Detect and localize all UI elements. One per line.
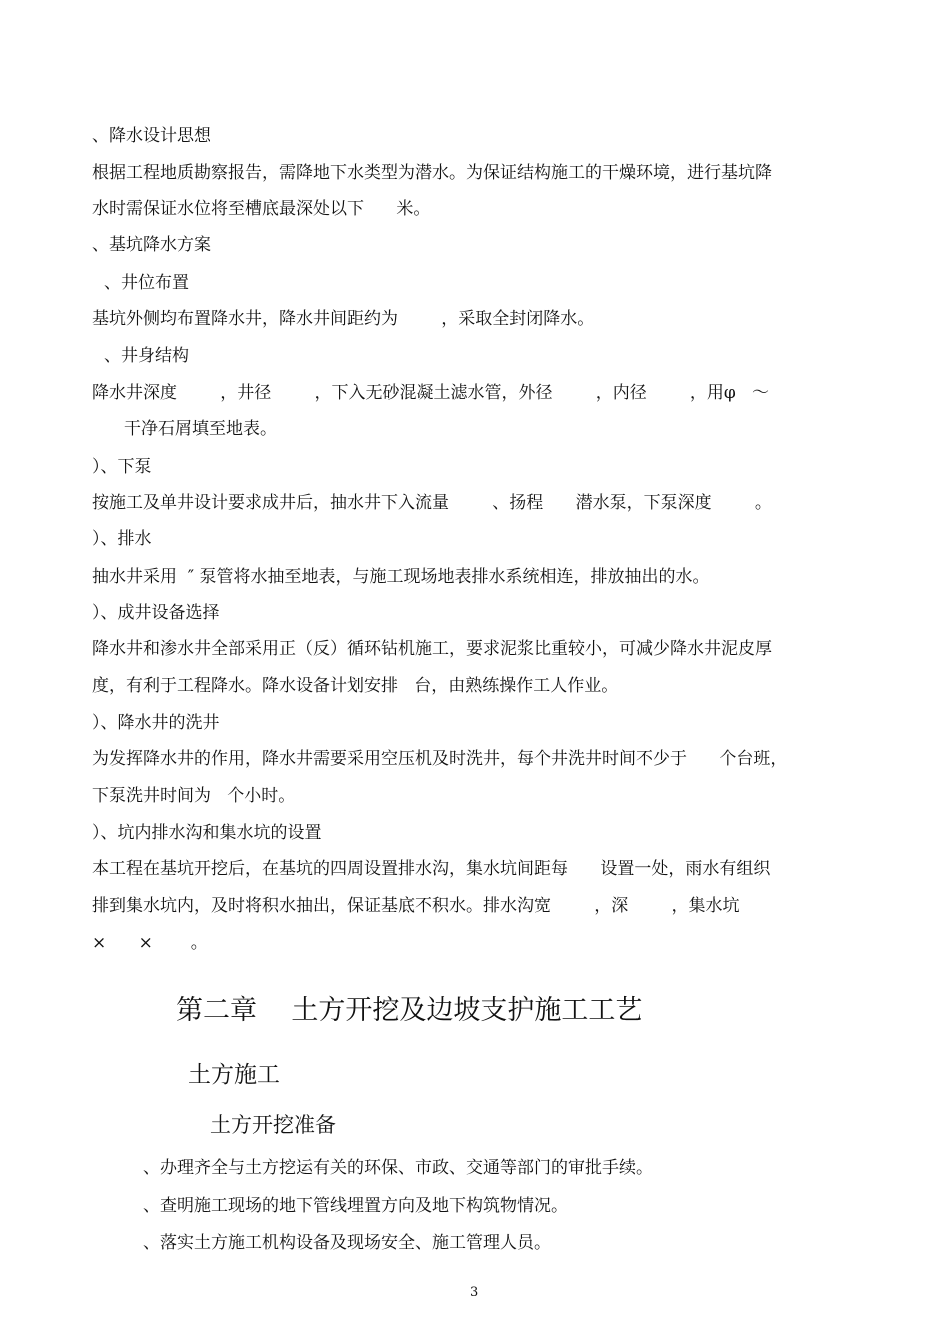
paragraph-line: 根据工程地质勘察报告，需降地下水类型为潜水。为保证结构施工的干燥环境，进行基坑降 bbox=[92, 163, 772, 183]
paragraph-line: 水时需保证水位将至槽底最深处以下 米。 bbox=[92, 199, 431, 219]
paragraph-line: 基坑外侧均布置降水井，降水井间距约为 ，采取全封闭降水。 bbox=[92, 309, 595, 329]
list-item: 、落实土方施工机构设备及现场安全、施工管理人员。 bbox=[143, 1233, 551, 1253]
section-heading: ）、降水井的洗井 bbox=[92, 713, 220, 733]
paragraph-line: 干净石屑填至地表。 bbox=[124, 419, 277, 439]
paragraph-line: 度，有利于工程降水。降水设备计划安排 台，由熟练操作工人作业。 bbox=[92, 676, 619, 696]
section-heading: ）、下泵 bbox=[92, 457, 152, 477]
paragraph-line: 本工程在基坑开挖后，在基坑的四周设置排水沟，集水坑间距每 设置一处，雨水有组织 bbox=[92, 859, 771, 879]
section-heading: ）、成井设备选择 bbox=[92, 603, 220, 623]
section-heading: ）、排水 bbox=[92, 529, 152, 549]
subsection-heading: 、井身结构 bbox=[104, 346, 189, 366]
section-title: 土方施工 bbox=[188, 1062, 280, 1088]
section-heading: 、基坑降水方案 bbox=[92, 235, 211, 255]
paragraph-line: 下泵洗井时间为 个小时。 bbox=[92, 786, 296, 806]
paragraph-line: 为发挥降水井的作用，降水井需要采用空压机及时洗井，每个井洗井时间不少于 个台班， bbox=[92, 749, 788, 769]
chapter-title: 第二章 土方开挖及边坡支护施工工艺 bbox=[176, 995, 643, 1026]
paragraph-line: 排到集水坑内，及时将积水抽出，保证基底不积水。排水沟宽 ，深 ，集水坑 bbox=[92, 896, 740, 916]
list-item: 、办理齐全与土方挖运有关的环保、市政、交通等部门的审批手续。 bbox=[143, 1158, 653, 1178]
list-item: 、查明施工现场的地下管线埋置方向及地下构筑物情况。 bbox=[143, 1196, 568, 1216]
paragraph-line: 按施工及单井设计要求成井后，抽水井下入流量 、扬程 潜水泵，下泵深度 。 bbox=[92, 493, 772, 513]
subsection-heading: 、井位布置 bbox=[104, 273, 189, 293]
subsection-title: 土方开挖准备 bbox=[210, 1113, 336, 1137]
paragraph-line: 抽水井采用 ″ 泵管将水抽至地表，与施工现场地表排水系统相连，排放抽出的水。 bbox=[92, 567, 710, 587]
paragraph-line: 降水井深度 ，井径 ，下入无砂混凝土滤水管，外径 ，内径 ，用φ ～ bbox=[92, 383, 770, 403]
paragraph-line: 降水井和渗水井全部采用正（反）循环钻机施工，要求泥浆比重较小，可减少降水井泥皮厚 bbox=[92, 639, 772, 659]
paragraph-line: × × 。 bbox=[92, 933, 208, 953]
section-heading: ）、坑内排水沟和集水坑的设置 bbox=[92, 823, 322, 843]
page-number: 3 bbox=[470, 1285, 479, 1300]
section-heading: 、降水设计思想 bbox=[92, 126, 211, 146]
